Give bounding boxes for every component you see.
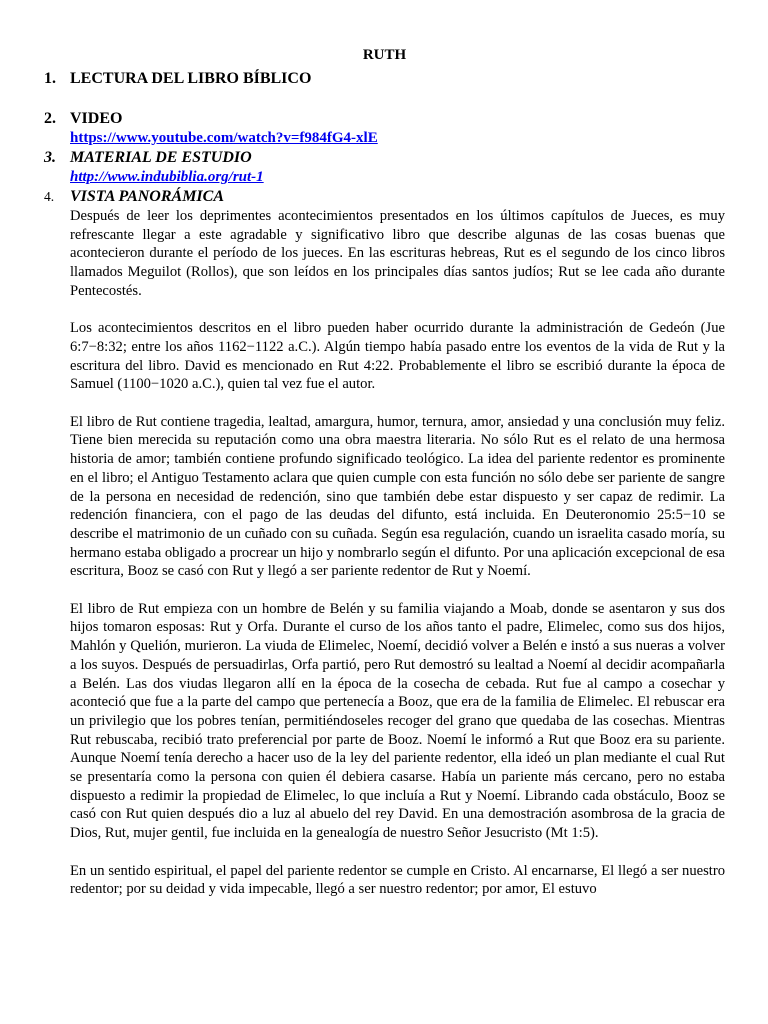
section-video: [44, 109, 725, 129]
section-heading: VISTA PANORÁMICA: [70, 188, 224, 205]
video-link[interactable]: https://www.youtube.com/watch?v=f984fG4-xlE: [70, 130, 378, 146]
section-heading: LECTURA DEL LIBRO BÍBLICO: [70, 70, 312, 87]
body-paragraph: En un sentido espiritual, el papel del pariente redentor se cumple en Cristo. Al encarnarse, El llegó a ser nuestro redentor; por su deidad y vida impecable, llegó a ser nuestro redentor; por amor, El estuvo: [70, 862, 725, 898]
section-number: 4.: [44, 189, 55, 204]
section-number: 3.: [44, 149, 56, 166]
section-number: 1.: [44, 70, 56, 87]
section-number: 2.: [44, 110, 56, 127]
section-vista: [44, 187, 725, 207]
spacer: [44, 89, 725, 109]
document-title: RUTH: [362, 47, 407, 63]
section-lectura: [44, 69, 725, 89]
section-material: [44, 148, 725, 168]
section-heading: MATERIAL DE ESTUDIO: [70, 149, 252, 166]
body-paragraph: El libro de Rut contiene tragedia, lealtad, amargura, humor, ternura, amor, ansiedad y una conclusión muy feliz. Tiene bien merecida su reputación como una obra maestra literaria. No sólo Rut es el relato de una hermosa historia de amor; también contiene profundo significado teológico. La idea del pariente redentor es prominente en el libro; el Antiguo Testamento aclara que quien cumple con esta función no sólo debe ser pariente de sangre de la persona en necesidad de redención, sino que también debe estar dispuesto y ser capaz de redimir. La redención financiera, con el pago de las deudas del difunto, está incluida. En Deuteronomio 25:5−10 se describe el matrimonio de un cuñado con su cuñada. Según esa regulación, cuando un israelita casado moría, su hermano estaba obligado a procrear un hijo y nombrarlo según el difunto. Por una aplicación excepcional de esa escritura, Booz se casó con Rut y llegó a ser pariente redentor de Rut y Noemí.: [70, 413, 725, 580]
body-paragraph: Después de leer los deprimentes acontecimientos presentados en los últimos capítulos de Jueces, es muy refrescante llegar a este agradable y significativo libro que describe algunas de las cosas buenas que acontecieron durante el período de los jueces. En las escrituras hebreas, Rut es el segundo de los cinco libros llamados Meguilot (Rollos), que son leídos en los principales días santos judíos; Rut se lee cada año durante Pentecostés.: [70, 208, 725, 299]
body-paragraph: El libro de Rut empieza con un hombre de Belén y su familia viajando a Moab, donde se asentaron y sus dos hijos tomaron esposas: Rut y Orfa. Durante el curso de los años tanto el padre, Elimelec, como sus dos hijos, Mahlón y Quelión, murieron. La viuda de Elimelec, Noemí, decidió volver a Belén e instó a sus nueras a volver a los suyos. Después de persuadirlas, Orfa partió, pero Rut demostró su lealtad a Noemí al decidir acompañarla a Belén. Las dos viudas llegaron allí en la época de la cosecha de cebada. Rut fue al campo a cosechar y aconteció que fue a la parte del campo que pertenecía a Booz, que era de la familia de Elimelec. El rebuscar era un privilegio que los pobres tenían, permitiéndoseles recoger del grano que quedaba de las cosechas. Mientras Rut rebuscaba, recibió trato preferencial por parte de Booz. Noemí le informó a Rut que Booz era su pariente. Aunque Noemí tenía derecho a hacer uso de la ley del pariente redentor, ella ideó un plan mediante el cual Rut se presentaría como la persona con quien él debiera casarse. Había un pariente más cercano, pero no estaba dispuesto a redimir la propiedad de Elimelec, lo que incluía a Rut y Noemí. Librando cada obstáculo, Booz se casó con Rut quien después dio a luz al abuelo del rey David. En una demostración asombrosa de la gracia de Dios, Rut, mujer gentil, fue incluida en la genealogía de nuestro Señor Jesucristo (Mt 1:5).: [70, 600, 725, 842]
study-material-link[interactable]: http://www.indubiblia.org/rut-1: [70, 169, 264, 185]
body-paragraph: Los acontecimientos descritos en el libro pueden haber ocurrido durante la administración de Gedeón (Jue 6:7−8:32; entre los años 1162−1122 a.C.). Algún tiempo había pasado entre los eventos de la vida de Rut y la escritura del libro. David es mencionado en Rut 4:22. Probablemente el libro se escribió durante la época de Samuel (1100−1020 a.C.), quien tal vez fue el autor.: [70, 320, 725, 393]
section-heading: VIDEO: [70, 110, 123, 127]
document-body: [70, 207, 725, 899]
